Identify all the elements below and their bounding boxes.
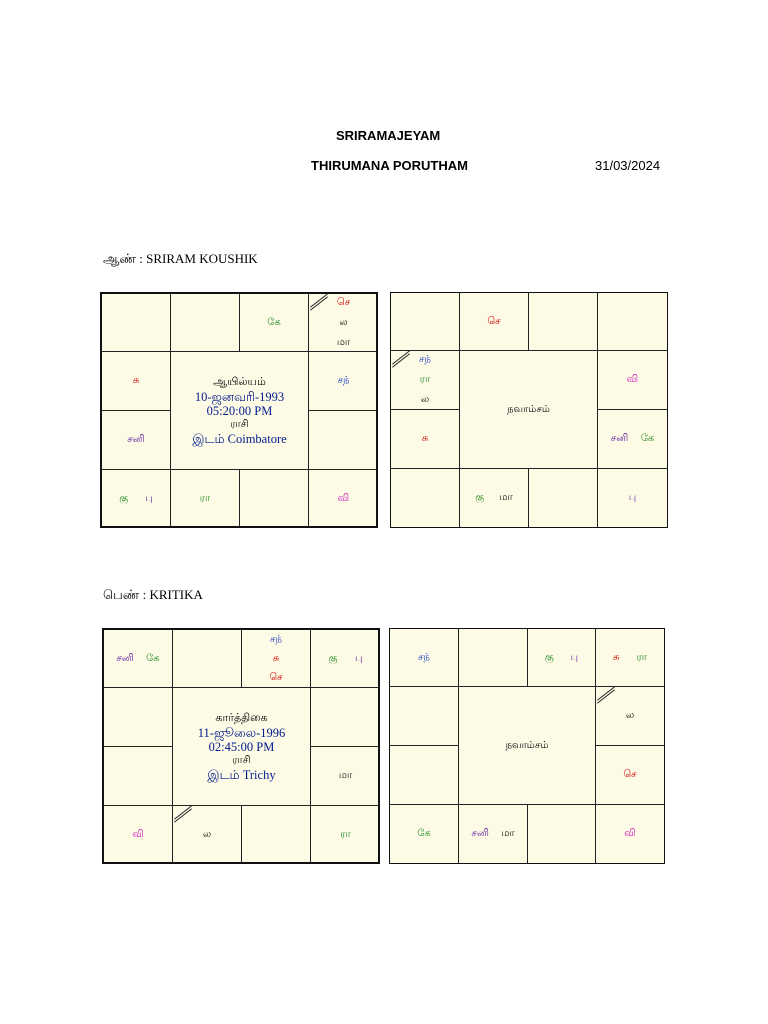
navamsa-house-sukra: சு ரா bbox=[613, 651, 647, 663]
female-place: இடம் Trichy bbox=[207, 767, 276, 782]
female-navamsa-title: நவாம்சம் bbox=[505, 739, 549, 751]
male-rasi-chart bbox=[100, 292, 378, 528]
male-birth-info bbox=[171, 352, 308, 469]
female-rasi-chart bbox=[102, 628, 380, 864]
report-date: 31/03/2024 bbox=[595, 158, 661, 173]
navamsa-house-budha: வி bbox=[626, 374, 639, 385]
navamsa-house-sani: சனி மா bbox=[471, 828, 515, 839]
rasi-house-mandi: மா bbox=[338, 770, 353, 781]
rasi-house-guru: கு பு bbox=[119, 493, 153, 504]
rasi-house-ketu: கே bbox=[267, 316, 281, 328]
rasi-house-lagna: ல bbox=[202, 829, 212, 840]
female-nakshatra: கார்த்திகை bbox=[215, 711, 268, 724]
male-navamsa-chart bbox=[390, 292, 668, 528]
navamsa-house-sukra: சு bbox=[421, 433, 429, 444]
navamsa-house-guru: கு பு bbox=[544, 651, 579, 663]
rasi-house-sani: சனி கே bbox=[116, 652, 160, 664]
navamsa-house-chandra: சந் bbox=[418, 651, 430, 663]
rasi-house-guru: கு பு bbox=[328, 652, 363, 664]
navamsa-house-sani: சனி கே bbox=[610, 433, 655, 444]
male-chart-name: ராசி bbox=[230, 418, 249, 430]
male-navamsa-title: நவாம்சம் bbox=[507, 403, 550, 415]
lagna-marker bbox=[310, 295, 328, 309]
female-birth-time: 02:45:00 PM bbox=[208, 739, 275, 754]
male-dob: 10-ஜனவரி-1993 bbox=[194, 389, 285, 404]
rasi-house-budha: வி bbox=[132, 829, 144, 840]
rasi-house-rahu: ரா bbox=[199, 493, 211, 504]
male-place: இடம் Coimbatore bbox=[192, 431, 287, 446]
navamsa-house-ketu: கே bbox=[417, 828, 431, 839]
page-subtitle: THIRUMANA PORUTHAM bbox=[311, 158, 468, 173]
rasi-house-chandra: சந் bbox=[337, 375, 350, 386]
navamsa-house-lagna: ல bbox=[625, 710, 635, 721]
navamsa-house-budha: வி bbox=[624, 828, 636, 839]
rasi-house-budha: வி bbox=[337, 493, 350, 504]
female-dob: 11-ஜூலை-1996 bbox=[197, 725, 286, 740]
female-label: பெண் : KRITIKA bbox=[103, 587, 203, 602]
rasi-house-rahu: ரா bbox=[340, 829, 351, 840]
lagna-marker bbox=[392, 352, 410, 366]
male-nakshatra: ஆயில்யம் bbox=[213, 375, 266, 388]
female-birth-info bbox=[173, 688, 310, 805]
navamsa-house-guru: கு மா bbox=[475, 492, 513, 503]
lagna-marker bbox=[597, 688, 615, 702]
navamsa-house-budhan: பு bbox=[628, 492, 637, 503]
navamsa-house-sevvai: செ bbox=[487, 315, 501, 327]
rasi-house-chandra: சந் சு செ bbox=[269, 634, 283, 683]
male-birth-time: 05:20:00 PM bbox=[206, 403, 273, 418]
female-chart-name: ராசி bbox=[232, 754, 251, 766]
navamsa-house-lagna: சந் ரா ல bbox=[419, 354, 431, 405]
page-title: SRIRAMAJEYAM bbox=[336, 128, 441, 143]
rasi-house-sani: சனி bbox=[127, 434, 145, 445]
lagna-marker bbox=[174, 807, 192, 821]
rasi-house-lagna: செ ல மா bbox=[336, 296, 351, 348]
female-navamsa-chart bbox=[389, 628, 665, 864]
male-label: ஆண் : SRIRAM KOUSHIK bbox=[103, 251, 258, 266]
navamsa-house-sevvai: செ bbox=[623, 769, 637, 780]
rasi-house-sukra: சு bbox=[132, 375, 140, 386]
